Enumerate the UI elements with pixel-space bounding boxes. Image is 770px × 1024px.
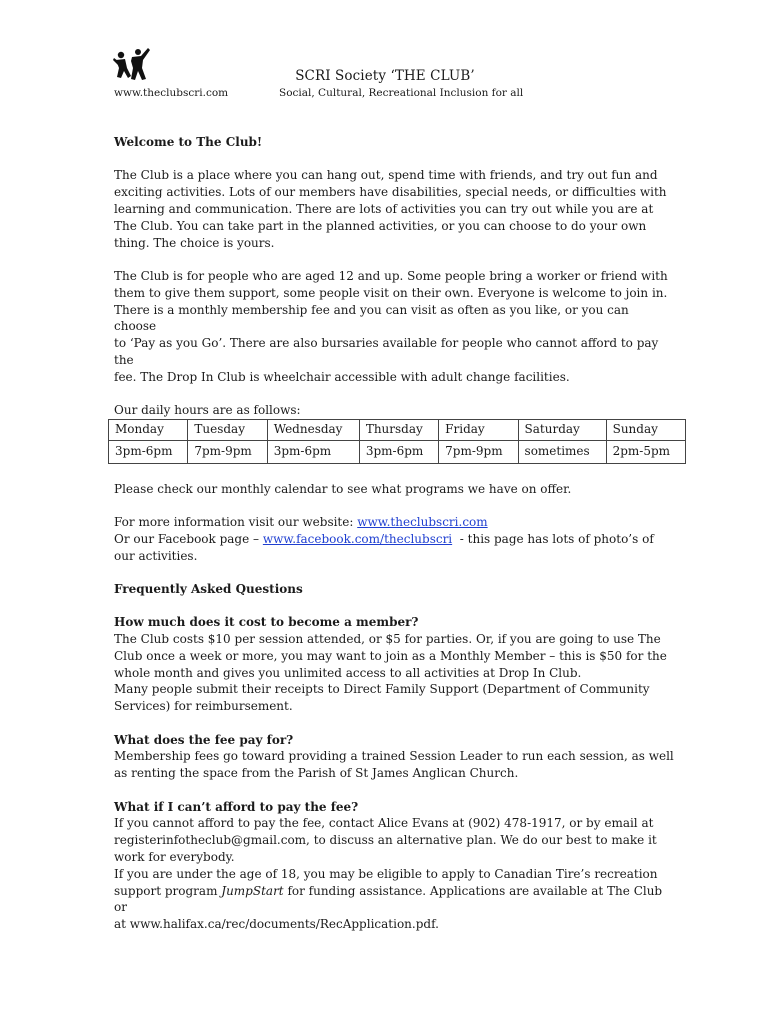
intro-paragraph (114, 167, 674, 251)
faq-answer-line: Many people submit their receipts to Direct Family Support (Department of Community (114, 682, 650, 697)
faq-question-fee: What does the fee pay for? (114, 732, 294, 747)
welcome-heading: Welcome to The Club! (114, 135, 263, 149)
intro-line: exciting activities. Lots of our members have disabilities, special needs, or difficulties with (114, 185, 667, 200)
calendar-note: Please check our monthly calendar to see what programs we have on offer. (114, 481, 572, 496)
website-prefix: For more information visit our website: (114, 514, 358, 529)
time-cell: 3pm-6pm (359, 440, 438, 463)
time-cell: 3pm-6pm (109, 440, 188, 463)
hours-table (108, 419, 686, 464)
membership-line: to ‘Pay as you Go’. There are also bursaries available for people who cannot afford to pay the (114, 336, 659, 367)
faq-answer-line: work for everybody. (114, 850, 235, 865)
facebook-link[interactable]: www.facebook.com/theclubscri (262, 531, 453, 546)
time-cell: sometimes (518, 440, 606, 463)
membership-line: them to give them support, some people visit on their own. Everyone is welcome to join in. (114, 285, 668, 300)
day-cell: Wednesday (267, 419, 359, 440)
website-link[interactable]: www.theclubscri.com (357, 514, 488, 529)
membership-line: fee. The Drop In Club is wheelchair accessible with adult change facilities. (114, 369, 570, 384)
faq-answer-line: Membership fees go toward providing a trained Session Leader to run each session, as well (114, 749, 674, 764)
faq-answer-line: whole month and gives you unlimited access to all activities at Drop In Club. (114, 665, 582, 680)
intro-line: learning and communication. There are lots of activities you can try out while you are at (114, 201, 654, 216)
facebook-suffix: - this page has lots of photo’s of (452, 531, 654, 546)
intro-line: The Club. You can take part in the planned activities, or you can choose to do your own (114, 218, 647, 233)
faq-question-cost: How much does it cost to become a member? (114, 615, 419, 630)
faq-answer-line: The Club costs $10 per session attended, or $5 for parties. Or, if you are going to use The (114, 632, 661, 647)
header-tagline: Social, Cultural, Recreational Inclusion for all (279, 87, 524, 99)
document-title: SCRI Society ‘THE CLUB’ (295, 68, 475, 84)
facebook-line (114, 531, 674, 548)
jumpstart-prefix: support program (114, 883, 222, 898)
day-cell: Saturday (518, 419, 606, 440)
time-cell: 7pm-9pm (439, 440, 518, 463)
website-line (114, 514, 674, 531)
hours-days-row (109, 419, 686, 440)
faq-heading: Frequently Asked Questions (114, 581, 303, 596)
day-cell: Tuesday (188, 419, 267, 440)
day-cell: Thursday (359, 419, 438, 440)
header-website-url: www.theclubscri.com (114, 87, 229, 99)
faq-question-afford: What if I can’t afford to pay the fee? (114, 799, 359, 814)
time-cell: 2pm-5pm (606, 440, 685, 463)
intro-line: thing. The choice is yours. (114, 235, 275, 250)
hours-times-row (109, 440, 686, 463)
membership-paragraph (114, 268, 674, 386)
membership-line: The Club is for people who are aged 12 and up. Some people bring a worker or friend with (114, 268, 668, 283)
facebook-line-2: our activities. (114, 548, 198, 563)
day-cell: Friday (439, 419, 518, 440)
day-cell: Sunday (606, 419, 685, 440)
faq-answer-line: as renting the space from the Parish of St James Anglican Church. (114, 766, 519, 781)
faq-answer-line (114, 883, 674, 917)
club-logo-icon (112, 46, 152, 84)
jumpstart-suffix: for funding assistance. Applications are available at The Club or (114, 883, 663, 915)
membership-line: There is a monthly membership fee and you can visit as often as you like, or you can choose (114, 302, 629, 334)
intro-line: The Club is a place where you can hang out, spend time with friends, and try out fun and (114, 168, 658, 183)
time-cell: 3pm-6pm (267, 440, 359, 463)
hours-intro: Our daily hours are as follows: (114, 403, 301, 418)
time-cell: 7pm-9pm (188, 440, 267, 463)
day-cell: Monday (109, 419, 188, 440)
jumpstart-name: JumpStart (221, 883, 284, 898)
faq-answer-line: Club once a week or more, you may want to join as a Monthly Member – this is $50 for the (114, 648, 667, 663)
faq-answer-line: If you cannot afford to pay the fee, contact Alice Evans at (902) 478-1917, or by email at (114, 816, 654, 831)
faq-answer-line: registerinfotheclub@gmail.com, to discuss an alternative plan. We do our best to make it (114, 833, 657, 848)
document-body (114, 134, 674, 933)
faq-answer-line: Services) for reimbursement. (114, 699, 293, 714)
facebook-prefix: Or our Facebook page – (114, 531, 263, 546)
faq-answer-line: If you are under the age of 18, you may be eligible to apply to Canadian Tire’s recreation (114, 866, 658, 881)
faq-answer-line: at www.halifax.ca/rec/documents/RecApplication.pdf. (114, 917, 439, 932)
